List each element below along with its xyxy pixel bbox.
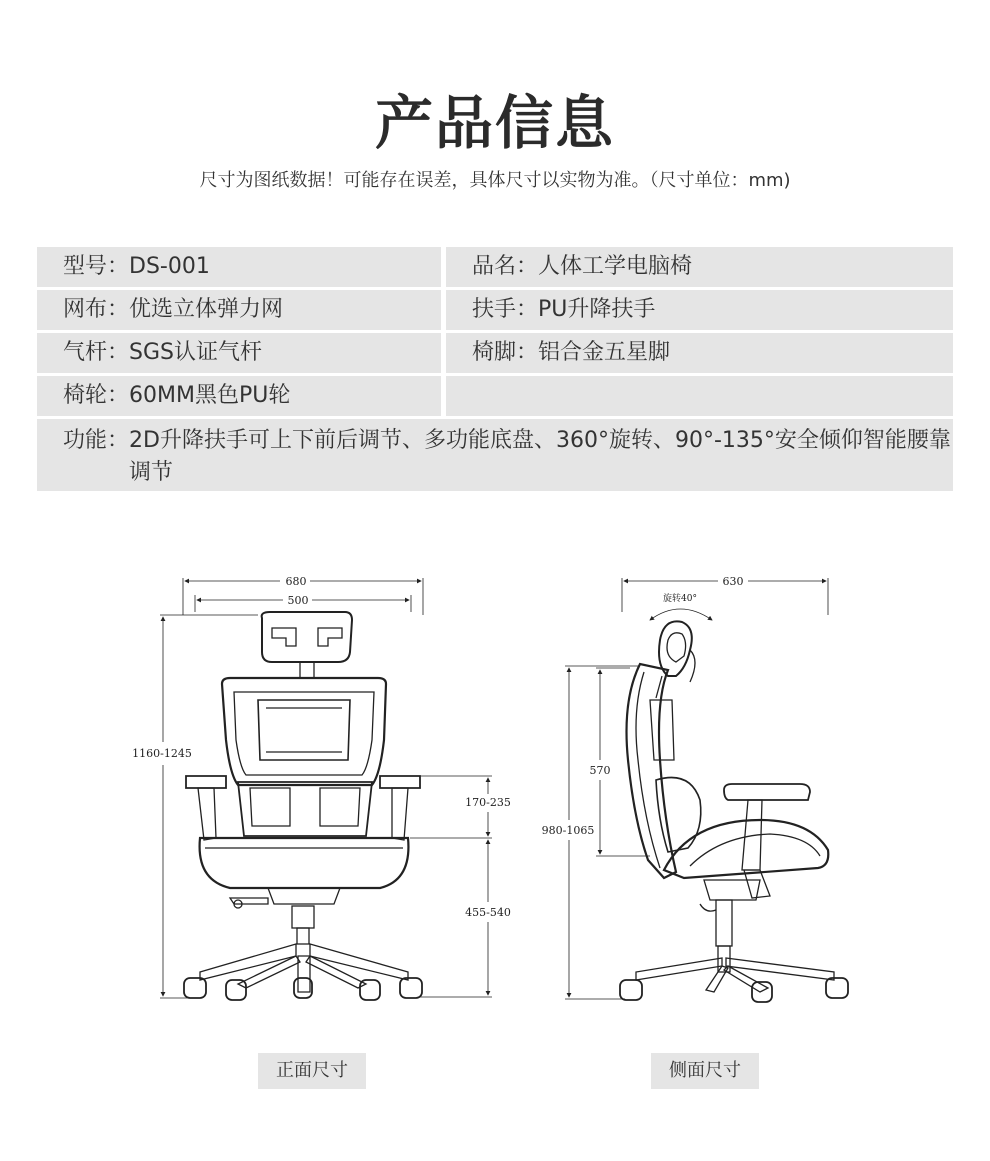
spec-gas-lift — [37, 333, 441, 373]
side-view-caption: 侧面尺寸 — [651, 1053, 759, 1089]
dim-height-range: 980-1065 — [541, 824, 595, 837]
spec-label: 网布： — [63, 297, 130, 322]
spec-value: 60MM黑色PU轮 — [129, 383, 291, 408]
size-disclaimer: 尺寸为图纸数据！可能存在误差，具体尺寸以实物为准。（尺寸单位：mm) — [199, 170, 791, 191]
spec-label: 椅轮： — [63, 383, 130, 408]
spec-label: 功能： — [63, 428, 130, 453]
front-view-drawing — [160, 578, 492, 1000]
dim-width-seat: 500 — [287, 594, 309, 607]
spec-value: 2D升降扶手可上下前后调节、多功能底盘、360°旋转、90°-135°安全倾仰智能腰靠调节 — [129, 428, 951, 485]
spec-model — [37, 247, 441, 287]
side-view-drawing — [565, 578, 848, 1002]
spec-label: 扶手： — [472, 297, 539, 322]
spec-label: 气杆： — [63, 340, 130, 365]
dimension-drawings — [0, 560, 990, 1030]
dim-headrest-rotate: 旋转40° — [663, 594, 697, 604]
front-view-dim-labels — [132, 575, 511, 919]
spec-value: 优选立体弹力网 — [129, 297, 284, 322]
spec-empty — [446, 376, 953, 416]
spec-function — [37, 419, 953, 491]
dim-back-height: 570 — [589, 764, 611, 777]
spec-value: SGS认证气杆 — [129, 340, 262, 365]
spec-product-name — [446, 247, 953, 287]
spec-label: 品名： — [472, 254, 539, 279]
dim-depth-total: 630 — [722, 575, 744, 588]
spec-value: PU升降扶手 — [538, 297, 656, 322]
spec-label: 椅脚： — [472, 340, 539, 365]
page-title: 产品信息 — [374, 89, 615, 157]
spec-base — [446, 333, 953, 373]
dim-armrest-range: 170-235 — [465, 796, 511, 809]
spec-label: 型号： — [63, 254, 130, 279]
dim-seat-height: 455-540 — [465, 906, 511, 919]
spec-value: DS-001 — [129, 254, 210, 279]
spec-mesh — [37, 290, 441, 330]
dim-height-total: 1160-1245 — [132, 747, 192, 760]
spec-value: 铝合金五星脚 — [538, 340, 671, 365]
spec-casters — [37, 376, 441, 416]
spec-value: 人体工学电脑椅 — [538, 254, 693, 279]
front-view-caption: 正面尺寸 — [258, 1053, 366, 1089]
spec-armrest — [446, 290, 953, 330]
dim-width-total: 680 — [285, 575, 307, 588]
